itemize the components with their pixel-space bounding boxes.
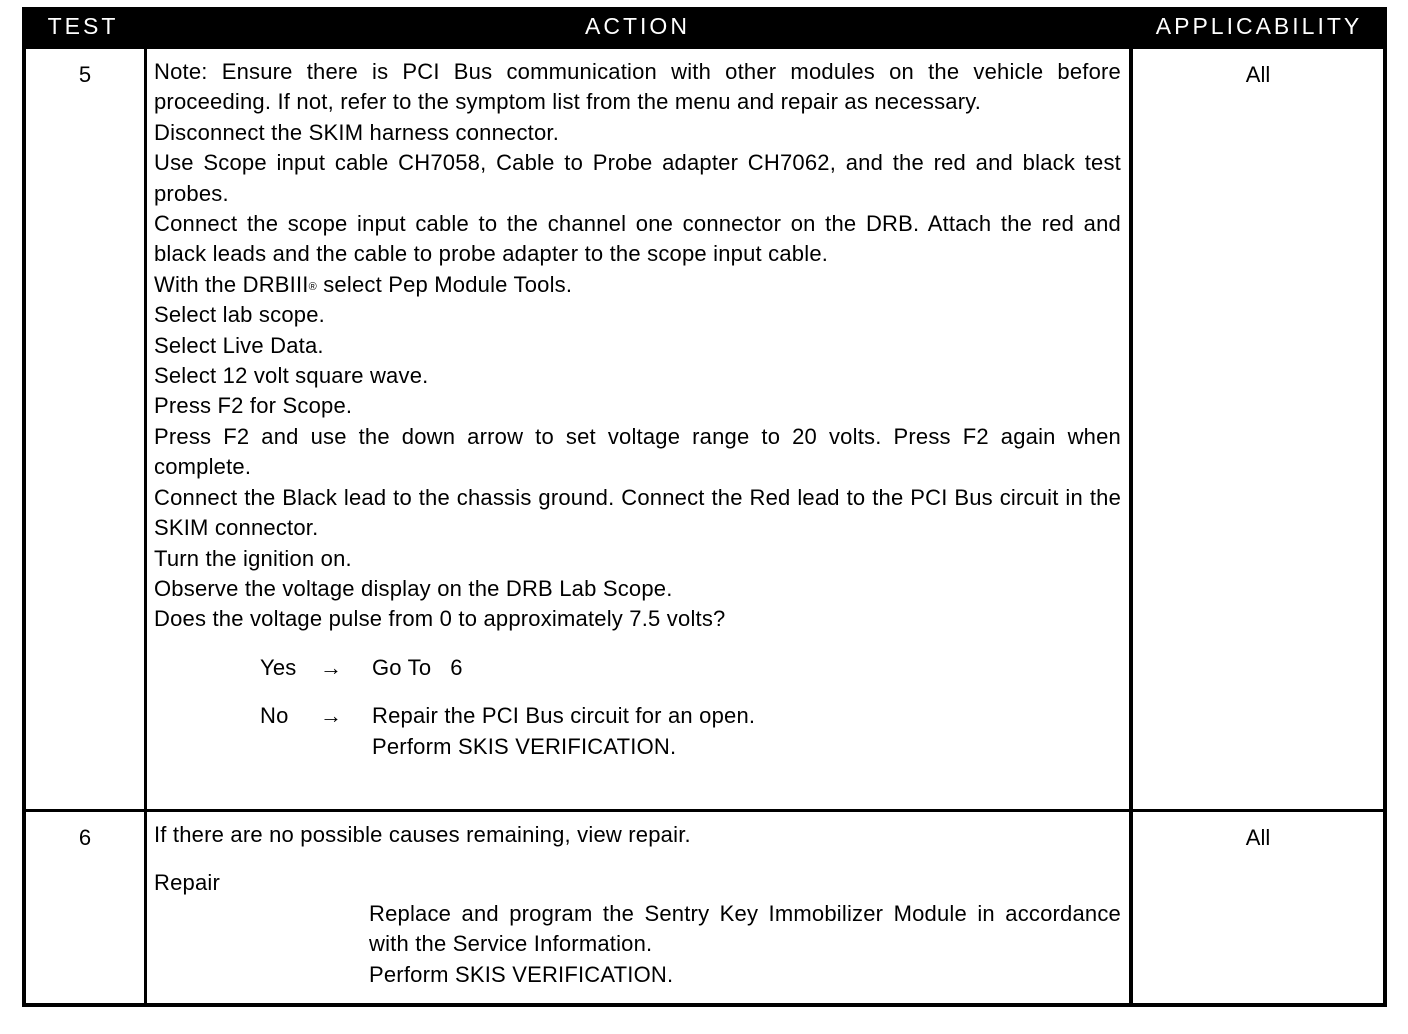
action-line <box>154 270 1121 300</box>
yes-text: Go To 6 <box>372 654 463 680</box>
action-line: Select 12 volt square wave. <box>154 363 429 389</box>
no-text: Repair the PCI Bus circuit for an open. <box>372 703 756 729</box>
applicability-6: All <box>1133 812 1383 1003</box>
right-arrow-icon: → <box>320 654 343 680</box>
action-line: Connect the Black lead to the chassis ground. Connect the Red lead to the PCI Bus circuit in the SKIM connector. <box>154 484 1121 541</box>
test-number-5: 5 <box>26 49 144 809</box>
action-line: Disconnect the SKIM harness connector. <box>154 119 560 145</box>
right-arrow-icon: → <box>320 703 343 729</box>
header-test: TEST <box>47 13 119 39</box>
yes-branch <box>260 653 1121 683</box>
action-line: Turn the ignition on. <box>154 545 352 571</box>
header-applicability: APPLICABILITY <box>1155 13 1363 39</box>
note-line: Note: Ensure there is PCI Bus communication with other modules on the vehicle before proceeding. If not, refer to the symptom list from the menu and repair as necessary. <box>154 59 1121 115</box>
registered-mark: ® <box>308 280 317 293</box>
no-text: Perform SKIS VERIFICATION. <box>372 733 677 759</box>
action-line: Observe the voltage display on the DRB Lab Scope. <box>154 575 673 601</box>
procedure-table <box>22 7 1387 1007</box>
test-number-6: 6 <box>26 812 144 1003</box>
repair-text: Replace and program the Sentry Key Immobilizer Module in accordance with the Service Information. <box>369 900 1121 957</box>
action-line: Select Live Data. <box>154 332 324 358</box>
action-line: If there are no possible causes remaining, view repair. <box>154 822 691 847</box>
yes-label: Yes <box>260 654 297 680</box>
applicability-5: All <box>1133 49 1383 809</box>
action-cell-5 <box>147 49 1129 809</box>
action-line: Use Scope input cable CH7058, Cable to Probe adapter CH7062, and the red and black test probes. <box>154 150 1121 206</box>
repair-label: Repair <box>154 870 221 896</box>
no-label: No <box>260 703 289 729</box>
action-line: Connect the scope input cable to the channel one connector on the DRB. Attach the red and black leads and the cable to probe adapter to the scope input cable. <box>154 211 1121 267</box>
drb-suffix: select Pep Module Tools. <box>323 271 573 297</box>
action-line: Press F2 and use the down arrow to set voltage range to 20 volts. Press F2 again when complete. <box>154 423 1121 480</box>
no-branch <box>260 701 1121 762</box>
action-line: Select lab scope. <box>154 302 325 328</box>
action-cell-6 <box>147 812 1129 1003</box>
action-line: Press F2 for Scope. <box>154 393 353 419</box>
question-line: Does the voltage pulse from 0 to approximately 7.5 volts? <box>154 606 726 632</box>
drb-prefix: With the DRBIII <box>154 271 309 297</box>
header-action: ACTION <box>585 13 690 39</box>
repair-text: Perform SKIS VERIFICATION. <box>369 961 674 987</box>
